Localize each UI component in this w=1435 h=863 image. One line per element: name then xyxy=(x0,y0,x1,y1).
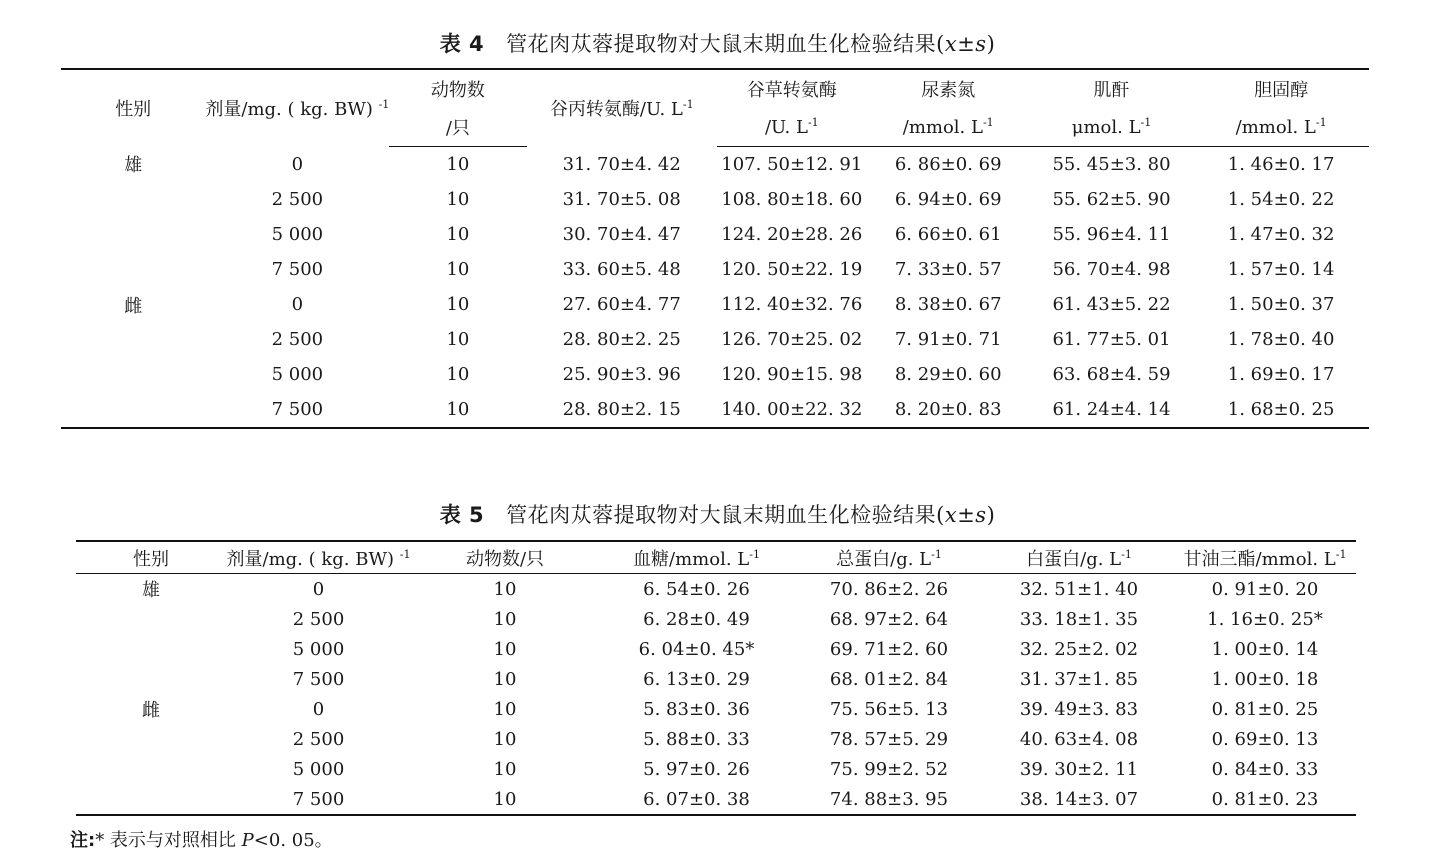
t4-header-bun: 尿素氮 xyxy=(921,80,976,101)
t5-header-dose: 剂量/mg. ( kg. BW) $^{-1}$ xyxy=(226,541,411,574)
table-cell: 5. 97±0. 26 xyxy=(643,758,750,780)
table-cell: 107. 50±12. 91 xyxy=(721,154,863,175)
table-cell xyxy=(61,392,205,428)
table-cell: 7. 91±0. 71 xyxy=(894,329,1002,350)
table-cell: 120. 50±22. 19 xyxy=(721,259,863,280)
table-cell: 6. 94±0. 69 xyxy=(894,189,1002,210)
table-cell: 55. 96±4. 11 xyxy=(1052,224,1171,245)
table-cell xyxy=(61,217,205,252)
table-cell: 7 500 xyxy=(271,259,324,280)
table-row xyxy=(76,664,1356,694)
table-cell: 120. 90±15. 98 xyxy=(721,364,863,385)
table-cell xyxy=(76,724,226,754)
table-cell: 61. 43±5. 22 xyxy=(1052,294,1171,315)
t4-header-sex: 性别 xyxy=(115,99,152,121)
table-row xyxy=(76,604,1356,634)
table-cell: 雄 xyxy=(142,580,160,601)
table-cell: 10 xyxy=(446,189,470,210)
t4-header-alt: 谷丙转氨酶/U. $L^{-1}$ xyxy=(549,98,694,121)
table-cell: 33. 18±1. 35 xyxy=(1019,608,1139,630)
table-cell: 75. 56±5. 13 xyxy=(829,698,949,720)
t4-header-animals-unit: /只 xyxy=(389,108,526,147)
table-cell: 31. 70±5. 08 xyxy=(562,189,681,210)
table-cell: 27. 60±4. 77 xyxy=(562,294,681,315)
table-cell: 33. 60±5. 48 xyxy=(562,259,681,280)
table-cell: 1. 68±0. 25 xyxy=(1227,399,1335,420)
footnote xyxy=(70,826,333,852)
table-cell: 2 500 xyxy=(292,728,345,750)
table-cell: 68. 01±2. 84 xyxy=(829,668,949,690)
table-cell: 5 000 xyxy=(271,364,324,385)
t4-header-bun-unit: /mmol. $L^{-1}$ xyxy=(867,108,1030,147)
table-cell: 126. 70±25. 02 xyxy=(721,329,863,350)
table-cell: 112. 40±32. 76 xyxy=(721,294,863,315)
table-cell: 70. 86±2. 26 xyxy=(829,578,949,600)
table-cell: 1. 78±0. 40 xyxy=(1227,329,1335,350)
table-cell: 5 000 xyxy=(292,638,345,660)
table-cell: 78. 57±5. 29 xyxy=(829,728,949,750)
table-cell: 10 xyxy=(493,668,517,690)
table-cell: 6. 66±0. 61 xyxy=(894,224,1002,245)
t4-header-chol-unit: /mmol. $L^{-1}$ xyxy=(1193,108,1369,147)
table-cell xyxy=(76,604,226,634)
table-row xyxy=(76,574,1356,605)
table4 xyxy=(61,68,1369,429)
table-row xyxy=(61,287,1369,322)
table4-caption-stat: x±s xyxy=(944,32,987,56)
table-cell: 0. 81±0. 23 xyxy=(1211,788,1319,810)
table-row xyxy=(61,217,1369,252)
table-row xyxy=(61,322,1369,357)
table-cell: 10 xyxy=(493,728,517,750)
table-cell xyxy=(61,357,205,392)
table-row xyxy=(61,252,1369,287)
t4-header-cre: 肌酐 xyxy=(1093,80,1130,101)
table-row xyxy=(76,754,1356,784)
table-cell: 31. 70±4. 42 xyxy=(562,153,681,175)
table-cell: 39. 30±2. 11 xyxy=(1019,758,1139,780)
table-cell: 7 500 xyxy=(271,399,324,420)
t5-header-sex: 性别 xyxy=(76,541,226,574)
table-cell: 5. 88±0. 33 xyxy=(643,728,750,750)
table-cell: 10 xyxy=(446,329,470,350)
table-cell: 10 xyxy=(493,638,517,660)
table-cell: 68. 97±2. 64 xyxy=(829,608,949,630)
table-cell xyxy=(61,252,205,287)
table-cell: 2 500 xyxy=(271,329,324,350)
table-cell: 8. 29±0. 60 xyxy=(894,364,1002,385)
table-cell: 0 xyxy=(312,698,325,720)
table-row xyxy=(61,357,1369,392)
table-cell: 6. 28±0. 49 xyxy=(643,608,750,630)
table-cell: 0. 91±0. 20 xyxy=(1211,578,1319,600)
table-cell: 10 xyxy=(493,788,517,810)
t5-header-tp: 总蛋白/g. $L^{-1}$ xyxy=(794,541,984,574)
table-cell: 40. 63±4. 08 xyxy=(1019,728,1139,750)
table-cell: 10 xyxy=(446,224,470,245)
table-cell xyxy=(76,664,226,694)
footnote-p: P xyxy=(241,830,254,851)
table-cell: 1. 50±0. 37 xyxy=(1227,294,1335,315)
t4-header-animals: 动物数 xyxy=(430,80,485,101)
table-row xyxy=(76,694,1356,724)
table-cell: 63. 68±4. 59 xyxy=(1052,364,1171,385)
table-cell: 6. 86±0. 69 xyxy=(894,154,1002,175)
table4-caption-title: 管花肉苁蓉提取物对大鼠末期血生化检验结果( xyxy=(506,32,945,56)
table-cell: 1. 46±0. 17 xyxy=(1227,154,1335,175)
table-row xyxy=(76,724,1356,754)
table-cell: 38. 14±3. 07 xyxy=(1019,788,1139,810)
table-cell: 10 xyxy=(493,758,517,780)
table-cell: 1. 47±0. 32 xyxy=(1227,224,1335,245)
table-cell: 108. 80±18. 60 xyxy=(721,189,863,210)
table5 xyxy=(76,540,1356,816)
table-row xyxy=(76,784,1356,815)
table4-caption xyxy=(0,28,1435,58)
table-cell: 1. 00±0. 18 xyxy=(1211,668,1319,690)
table-cell xyxy=(76,784,226,815)
t5-header-glu: 血糖/mmol. $L^{-1}$ xyxy=(599,541,794,574)
table4-caption-close: ) xyxy=(986,32,996,56)
table-cell: 6. 04±0. 45* xyxy=(638,638,755,660)
table-cell: 28. 80±2. 15 xyxy=(562,399,681,420)
table-cell: 2 500 xyxy=(271,189,324,210)
table-cell: 32. 51±1. 40 xyxy=(1019,578,1139,600)
table-cell: 61. 77±5. 01 xyxy=(1052,329,1171,350)
table-cell: 10 xyxy=(446,259,470,280)
table-cell: 39. 49±3. 83 xyxy=(1019,698,1139,720)
table5-caption-stat: x±s xyxy=(944,503,987,527)
table-cell: 5 000 xyxy=(292,758,345,780)
table-cell: 10 xyxy=(493,578,517,600)
table-cell: 124. 20±28. 26 xyxy=(721,224,863,245)
table-cell: 0 xyxy=(291,153,304,175)
table-cell: 雌 xyxy=(142,700,160,721)
table-cell: 6. 13±0. 29 xyxy=(643,668,750,690)
table-cell: 10 xyxy=(446,294,470,315)
table-cell: 10 xyxy=(446,364,470,385)
t4-header-dose: 剂量/mg. ( kg. BW) $^{-1}$ xyxy=(205,98,390,121)
table4-caption-number: 表 4 xyxy=(439,32,485,56)
table-cell: 28. 80±2. 25 xyxy=(562,329,681,350)
table-cell: 74. 88±3. 95 xyxy=(829,788,949,810)
table-cell: 7. 33±0. 57 xyxy=(894,259,1002,280)
t5-header-tg: 甘油三酯/mmol. $L^{-1}$ xyxy=(1174,541,1356,574)
table-cell: 1. 16±0. 25* xyxy=(1207,608,1323,630)
table-cell: 8. 20±0. 83 xyxy=(894,399,1002,420)
table-cell: 55. 62±5. 90 xyxy=(1052,189,1171,210)
table-cell: 0. 84±0. 33 xyxy=(1211,758,1319,780)
table-cell: 61. 24±4. 14 xyxy=(1052,399,1171,420)
table-cell: 10 xyxy=(493,698,517,720)
table-cell: 雌 xyxy=(124,295,143,317)
table-cell: 25. 90±3. 96 xyxy=(562,364,681,385)
table-cell xyxy=(76,754,226,784)
table-cell: 2 500 xyxy=(292,608,345,630)
t4-header-cre-unit: μmol. $L^{-1}$ xyxy=(1030,108,1193,147)
table-cell: 10 xyxy=(446,154,470,175)
table5-caption xyxy=(0,499,1435,529)
table-cell: 10 xyxy=(446,399,470,420)
footnote-threshold: <0. 05。 xyxy=(253,830,333,851)
table-cell xyxy=(76,634,226,664)
t4-header-ast: 谷草转氨酶 xyxy=(746,80,837,101)
table-row xyxy=(61,182,1369,217)
table-cell: 31. 37±1. 85 xyxy=(1019,668,1139,690)
table-cell: 55. 45±3. 80 xyxy=(1052,154,1171,175)
table5-caption-close: ) xyxy=(986,503,996,527)
table-row xyxy=(61,147,1369,183)
table-cell: 1. 69±0. 17 xyxy=(1227,364,1335,385)
table-cell: 56. 70±4. 98 xyxy=(1052,259,1171,280)
table-cell: 1. 54±0. 22 xyxy=(1227,189,1335,210)
table-cell: 0 xyxy=(291,294,304,315)
table-cell xyxy=(61,322,205,357)
table-cell: 1. 57±0. 14 xyxy=(1227,259,1335,280)
table-cell: 140. 00±22. 32 xyxy=(721,399,863,420)
table-cell: 69. 71±2. 60 xyxy=(829,638,949,660)
table-cell: 1. 00±0. 14 xyxy=(1211,638,1319,660)
t5-header-animals: 动物数/只 xyxy=(411,541,599,574)
table-row xyxy=(61,392,1369,428)
footnote-text: * 表示与对照相比 xyxy=(95,830,236,851)
table-cell: 0. 81±0. 25 xyxy=(1211,698,1319,720)
table-cell: 75. 99±2. 52 xyxy=(829,758,949,780)
table-cell: 32. 25±2. 02 xyxy=(1019,638,1139,660)
t4-header-ast-unit: /U. $L^{-1}$ xyxy=(717,108,867,147)
table5-caption-title: 管花肉苁蓉提取物对大鼠末期血生化检验结果( xyxy=(506,503,945,527)
table-cell: 6. 54±0. 26 xyxy=(643,578,750,600)
table5-caption-number: 表 5 xyxy=(439,503,485,527)
table-cell: 0 xyxy=(312,578,325,600)
table-cell: 6. 07±0. 38 xyxy=(643,788,750,810)
table-cell: 10 xyxy=(493,608,517,630)
table-cell: 5 000 xyxy=(271,224,324,245)
table-row xyxy=(76,634,1356,664)
t5-header-alb: 白蛋白/g. $L^{-1}$ xyxy=(984,541,1174,574)
table-cell: 0. 69±0. 13 xyxy=(1211,728,1319,750)
table-cell: 雄 xyxy=(124,155,143,177)
table-cell: 30. 70±4. 47 xyxy=(562,224,681,245)
t4-header-chol: 胆固醇 xyxy=(1254,80,1309,101)
table-cell: 5. 83±0. 36 xyxy=(643,698,750,720)
table-cell: 7 500 xyxy=(292,668,345,690)
footnote-label: 注: xyxy=(70,830,96,851)
table-cell xyxy=(61,182,205,217)
table-cell: 8. 38±0. 67 xyxy=(894,294,1002,315)
table-cell: 7 500 xyxy=(292,788,345,810)
